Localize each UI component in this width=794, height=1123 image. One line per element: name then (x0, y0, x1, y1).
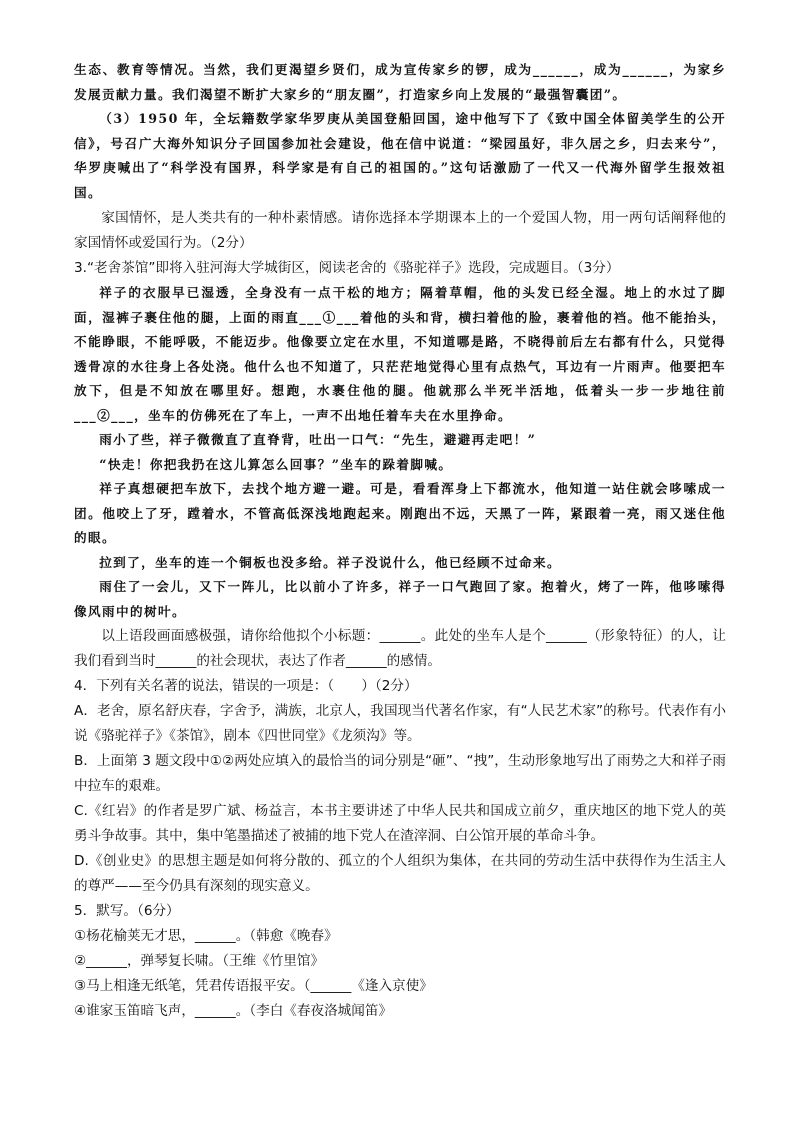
question-4-title: 4．下列有关名著的说法，错误的一项是：（ ）（2分） (74, 678, 418, 694)
question-5-item-3: ③马上相逢无纸笔，凭君传语报平安。（______《逢入京使》 (74, 978, 433, 994)
question-5-item-2: ②______，弹琴复长啸。（王维《竹里馆》 (74, 953, 325, 969)
passage-paragraph-2: （3）1950 年，全坛籍数学家华罗庚从美国登船回国，途中他写下了《致中国全体留美学生的公开信》，号召广大海外知识分子回国参加社会建设，他在信中说道：“梁园虽好，非久居之乡，归去来兮”，华罗庚喊出了“科学没有国界，科学家是有自己的祖国的。”这句话激励了一代又一代海外留学生报效祖国。 (74, 111, 726, 200)
question-5-title: 5．默写。（6分） (74, 903, 180, 919)
question-4-option-d: D.《创业史》的思想主题是如何将分散的、孤立的个人组织为集体，在共同的劳动生活中获得作为生活主人的尊严——至今仍具有深刻的现实意义。 (74, 853, 726, 894)
excerpt-paragraph-6: 雨住了一会儿，又下一阵儿，比以前小了许多，祥子一口气跑回了家。抱着火，烤了一阵，他哆嗦得像风雨中的树叶。 (74, 579, 726, 619)
excerpt-paragraph-2: 雨小了些，祥子微微直了直脊背，吐出一口气：“先生，避避再走吧！” (99, 432, 537, 447)
excerpt-paragraph-3: “快走！你把我扔在这儿算怎么回事？”坐车的跺着脚喊。 (99, 456, 453, 472)
question-2-prompt: 家国情怀，是人类共有的一种朴素情感。请你选择本学期课本上的一个爱国人物，用一两句话阐释他的家国情怀或爱国行为。（2分） (74, 210, 726, 251)
question-4-option-b: B．上面第 3 题文段中①②两处应填入的最恰当的词分别是“砸”、“拽”，生动形象地写出了雨势之大和祥子雨中拉车的艰难。 (74, 753, 726, 794)
excerpt-paragraph-1: 祥子的衣服早已湿透，全身没有一点干松的地方；隔着草帽，他的头发已经全湿。地上的水过了脚面，湿裤子裹住他的腿，上面的雨直___①___着他的头和背，横扫着他的脸，裹着他的裆。他不能抬头，不能睁眼，不能呼吸，不能迈步。他像要立定在水里，不知道哪是路，不晓得前后左右都有什么，只觉得透骨凉的水往身上各处浇。他什么也不知道了，只茫茫地觉得心里有点热气，耳边有一片雨声。他要把车放下，但是不知放在哪里好。想跑，水裹住他的腿。他就那么半死半活地，低着头一步一步地往前___②___，坐车的仿佛死在了车上，一声不出地任着车夫在水里挣命。 (74, 285, 726, 423)
excerpt-paragraph-4: 祥子真想硬把车放下，去找个地方避一避。可是，看看浑身上下都流水，他知道一站住就会哆嗦成一团。他咬上了牙，蹚着水，不管高低深浅地跑起来。刚跑出不远，天黑了一阵，紧跟着一亮，雨又迷住他的眼。 (74, 481, 726, 545)
question-4-option-c: C.《红岩》的作者是罗广斌、杨益言，本书主要讲述了中华人民共和国成立前夕，重庆地区的地下党人的英勇斗争故事。其中，集中笔墨描述了被捕的地下党人在渣滓洞、白公馆开展的革命斗争。 (74, 803, 726, 844)
passage-paragraph-1: 生态、教育等情况。当然，我们更渴望乡贤们，成为宣传家乡的锣，成为______，成为______，为家乡发展贡献力量。我们渴望不断扩大家乡的“朋友圈”，打造家乡向上发展的“最强智囊团”。 (74, 62, 726, 102)
excerpt-paragraph-5: 拉到了，坐车的连一个铜板也没多给。祥子没说什么，他已经顾不过命来。 (99, 554, 561, 570)
document-page (74, 58, 726, 1024)
question-4-option-a: A．老舍，原名舒庆春，字舍予，满族，北京人，我国现当代著名作家，有“人民艺术家”的称号。代表作有小说《骆驼祥子》《茶馆》，剧本《四世同堂》《龙须沟》等。 (74, 703, 726, 744)
question-5-item-1: ①杨花榆荚无才思，______。（韩愈《晚春》 (74, 928, 338, 944)
question-5-item-4: ④谁家玉笛暗飞声，______。（李白《春夜洛城闻笛》 (74, 1003, 393, 1019)
question-3-prompt: 以上语段画面感极强，请你给他拟个小标题：______。此处的坐车人是个______（形象特征）的人，让我们看到当时______的社会现状，表达了作者______的感情。 (74, 628, 726, 669)
question-3-title: 3.“老舍茶馆”即将入驻河海大学城街区，阅读老舍的《骆驼祥子》选段，完成题目。（3分） (74, 260, 620, 276)
